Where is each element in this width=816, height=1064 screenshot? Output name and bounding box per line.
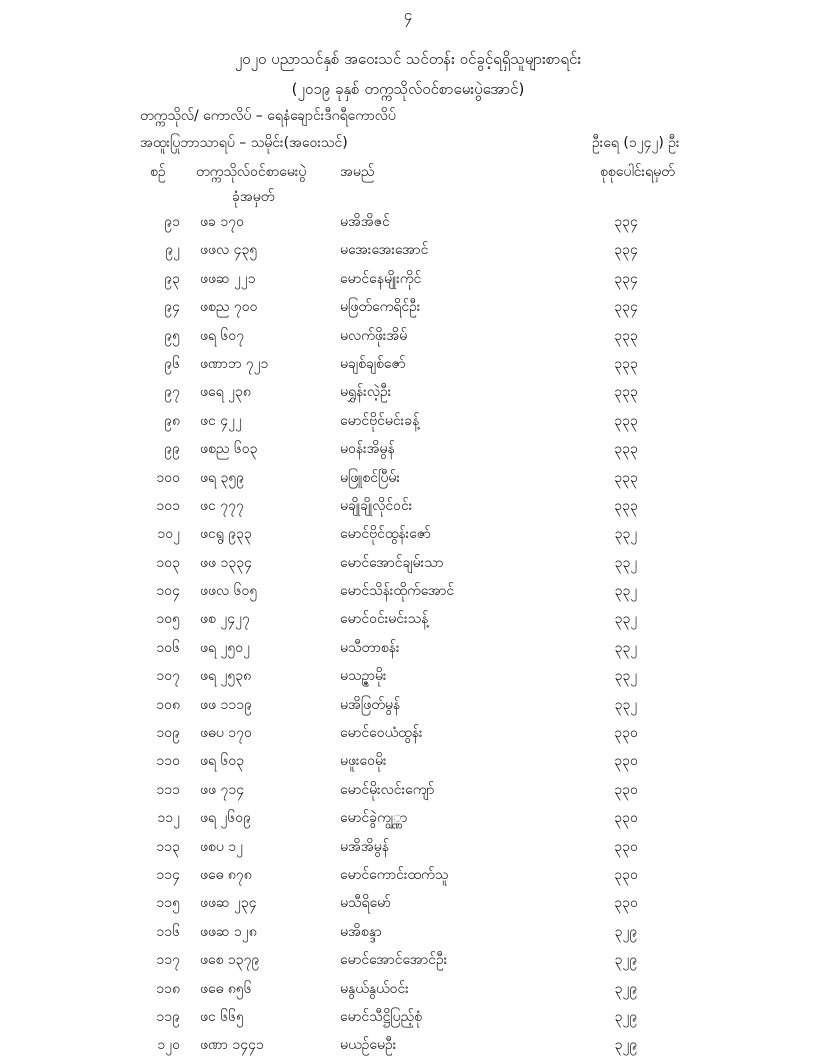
total-mark: ၃၃၃	[614, 469, 638, 486]
row-number: ၁၁၄	[156, 866, 180, 883]
student-name: မောင်ဝေယံထွန်း	[340, 725, 423, 742]
roll-number: ဖရ ၆၀၇	[200, 327, 245, 344]
table-row	[0, 751, 816, 779]
student-name: မသဉ္ဇာမိုး	[340, 668, 387, 685]
table-row	[0, 837, 816, 865]
total-mark: ၃၃၀	[614, 725, 638, 742]
student-name: မအေးအေးအောင်	[340, 242, 429, 259]
column-header-no: စဉ်	[150, 164, 166, 180]
student-name: မယဉ်မေဦး	[340, 1037, 397, 1054]
total-mark: ၃၃၂	[614, 696, 638, 713]
student-name: မသီတာစန်း	[340, 639, 400, 656]
table-row	[0, 609, 816, 637]
table-row	[0, 382, 816, 410]
roll-number: ဖငရွ ၉၃၃	[200, 526, 252, 543]
roll-number: ဖစည ၇၀၀	[200, 299, 258, 316]
total-mark: ၃၃၂	[614, 554, 638, 571]
total-mark: ၃၃၄	[614, 214, 638, 230]
table-row	[0, 524, 816, 552]
total-mark: ၃၃၃	[614, 412, 638, 429]
total-mark: ၃၃၃	[614, 497, 638, 514]
table-row	[0, 808, 816, 836]
row-number: ၁၁၂	[157, 810, 180, 827]
student-name: မချစ်ချစ်ဇော်	[340, 355, 406, 372]
row-number: ၁၁၃	[156, 838, 180, 855]
table-row	[0, 553, 816, 581]
row-number: ၁၁၉	[156, 1008, 180, 1025]
table-row	[0, 240, 816, 268]
row-number: ၉၈	[164, 412, 180, 429]
student-name: မောင်သီဋ္ဌိပြည့်စုံ	[340, 1008, 423, 1025]
student-name: မဖူးဝေမိုး	[340, 753, 387, 770]
table-row	[0, 780, 816, 808]
student-name: မောင်ဝင်းမင်းသန့်	[340, 611, 429, 628]
student-name: မဖြူစင်ပြီမ်း	[340, 469, 400, 486]
roll-number: ဖဖ ၁၁၁၉	[200, 696, 252, 713]
total-mark: ၃၃၂	[614, 668, 638, 685]
student-count: ဦးရေ (၁၂၄၂) ဦး	[592, 135, 680, 151]
student-name: မောင်ဗိုင်မင်းခန့်	[340, 412, 420, 429]
total-mark: ၃၃၃	[614, 355, 638, 372]
total-mark: ၃၂၉	[614, 952, 638, 969]
table-row	[0, 666, 816, 694]
roll-number: ဖဖလ ၄၃၅	[200, 242, 258, 259]
table-row	[0, 865, 816, 893]
roll-number: ဖစည ၆၀၃	[200, 441, 258, 458]
row-number: ၁၀၂	[157, 526, 180, 543]
row-number: ၉၃	[164, 270, 180, 287]
roll-number: ဖဖလ ၆၀၅	[200, 583, 258, 600]
student-name: မလက်ဖိုးအိမ်	[340, 327, 408, 344]
student-name: မသီရိမော်	[340, 895, 391, 912]
roll-number: ဖင ၄၂၂	[200, 412, 242, 429]
total-mark: ၃၃၃	[614, 384, 638, 401]
student-name: မအိဖြတ်မွန်	[340, 696, 401, 713]
table-row	[0, 411, 816, 439]
column-header-mark: စုစုပေါင်းရမှတ်	[600, 164, 675, 180]
student-name: မောင်ကောင်းထက်သူ	[340, 866, 449, 883]
total-mark: ၃၃၀	[614, 810, 638, 827]
student-name: မောင်အောင်ချမ်းသာ	[340, 554, 444, 571]
roll-number: ဖဖ ၇၁၄	[200, 781, 245, 798]
row-number: ၉၇	[164, 384, 180, 401]
row-number: ၉၅	[164, 327, 180, 344]
total-mark: ၃၃၂	[614, 611, 638, 628]
roll-number: ဖဓေ ၈၇၈	[200, 866, 252, 883]
roll-number: ဖခ ၁၇၀	[200, 214, 244, 230]
document-subtitle: (၂၀၁၉ ခုနှစ် တက္ကသိုလ်ဝင်စာမေးပွဲအောင်)	[291, 80, 525, 98]
roll-number: ဖဖဆ ၁၂၈	[200, 923, 257, 940]
column-header-roll: တက္ကသိုလ်ဝင်စာမေးပွဲ	[196, 164, 307, 180]
roll-number: ဖရေ ၂၃၈	[200, 384, 251, 401]
document-title: ၂၀၂၀ ပညာသင်နှစ် အဝေးသင် သင်တန်း ဝင်ခွင့်ရရှိသူများစာရင်း	[234, 50, 582, 68]
row-number: ၁၁၇	[156, 952, 180, 969]
table-row	[0, 893, 816, 921]
student-name: မဖြတ်ကေရိင်ဦး	[340, 299, 421, 316]
total-mark: ၃၃၄	[614, 242, 638, 259]
student-name: မောင်မိုးလင်းကျော်	[340, 781, 435, 798]
column-header-name: အမည်	[340, 164, 375, 180]
table-row	[0, 1035, 816, 1063]
total-mark: ၃၃၂	[614, 526, 638, 543]
row-number: ၁၀၉	[156, 725, 180, 742]
roll-number: ဖဏာဘ ၇၂၁	[200, 355, 269, 372]
row-number: ၁၁၆	[156, 923, 180, 940]
total-mark: ၃၃၀	[614, 753, 638, 770]
student-name: မောင်ဗိုင်ထွန်းဇော်	[340, 526, 431, 543]
student-name: မအိအိမွန်	[340, 838, 389, 855]
table-row	[0, 979, 816, 1007]
row-number: ၁၀၁	[156, 497, 180, 514]
table-row	[0, 496, 816, 524]
row-number: ၁၀၄	[156, 583, 180, 600]
roll-number: ဖစေ ၁၃၇၉	[200, 952, 260, 969]
student-name: မအိစန္ဒာ	[340, 923, 382, 940]
roll-number: ဖဖ ၁၃၃၄	[200, 554, 252, 571]
table-row	[0, 638, 816, 666]
page-number: ၄	[403, 6, 413, 24]
roll-number: ဖရ ၆၀၃	[200, 753, 245, 770]
row-number: ၁၁၅	[156, 895, 180, 912]
row-number: ၁၀၀	[156, 469, 180, 486]
total-mark: ၃၃၀	[614, 895, 638, 912]
subject-label: အထူးပြုဘာသာရပ် – သမိုင်း(အဝေးသင်)	[140, 135, 348, 151]
table-row	[0, 439, 816, 467]
total-mark: ၃၂၉	[614, 980, 638, 997]
total-mark: ၃၂၉	[614, 1037, 638, 1054]
roll-number: ဖဓပ ၁၇၀	[200, 725, 252, 742]
total-mark: ၃၃၄	[614, 270, 638, 287]
student-name: မအိအိဇင်	[340, 214, 390, 230]
student-name: မရွှန်းလဲ့ဦး	[340, 384, 392, 401]
row-number: ၁၀၅	[156, 611, 180, 628]
table-row	[0, 326, 816, 354]
row-number: ၉၁	[164, 214, 180, 230]
roll-number: ဖဏာ ၁၄၄၁	[200, 1037, 264, 1054]
total-mark: ၃၃၀	[614, 866, 638, 883]
row-number: ၉၆	[164, 355, 180, 372]
student-name: မနွယ်နွယ်ဝင်း	[340, 980, 409, 997]
row-number: ၉၉	[164, 441, 180, 458]
roll-number: ဖရ ၂၅၃၈	[200, 668, 252, 685]
roll-number: ဖရ ၂၅၀၂	[200, 639, 250, 656]
roll-number: ဖရ ၃၅၉	[200, 469, 245, 486]
table-row	[0, 212, 816, 240]
table-row	[0, 950, 816, 978]
row-number: ၁၀၃	[156, 554, 180, 571]
total-mark: ၃၃၂	[614, 583, 638, 600]
roll-number: ဖဓေ ၈၅၆	[200, 980, 252, 997]
row-number: ၁၀၇	[156, 668, 180, 685]
table-row	[0, 468, 816, 496]
total-mark: ၃၃၂	[614, 639, 638, 656]
total-mark: ၃၂၉	[614, 923, 638, 940]
roll-number: ဖင ၇၇၇	[200, 497, 244, 514]
table-row	[0, 354, 816, 382]
table-row	[0, 695, 816, 723]
row-number: ၁၁၈	[156, 980, 180, 997]
table-row	[0, 1007, 816, 1035]
row-number: ၉၄	[164, 299, 180, 316]
total-mark: ၃၂၉	[614, 1008, 638, 1025]
row-number: ၁၁၁	[156, 781, 180, 798]
row-number: ၁၂၀	[157, 1037, 180, 1054]
roll-number: ဖရ ၂၆၀၉	[200, 810, 251, 827]
roll-number: ဖစ ၂၄၂၇	[200, 611, 250, 628]
table-row	[0, 581, 816, 609]
roll-number: ဖဖဆ ၂၂၁	[200, 270, 256, 287]
student-name: မချိုချိုလိုင်ဝင်း	[340, 497, 413, 514]
total-mark: ၃၃၃	[614, 441, 638, 458]
table-row	[0, 269, 816, 297]
total-mark: ၃၃၀	[614, 838, 638, 855]
university-label: တက္ကသိုလ်/ ကောလိပ် – ရေနံချောင်းဒီဂရီကောလိပ်	[140, 108, 396, 124]
student-name: မောင်အောင်အောင်ဦး	[340, 952, 448, 969]
table-row	[0, 723, 816, 751]
total-mark: ၃၃၀	[614, 781, 638, 798]
total-mark: ၃၃၃	[614, 327, 638, 344]
student-name: မောင်ခွဲကျွ္ဏာ	[340, 810, 408, 827]
column-header-roll-line2: ခုံအမှတ်	[232, 189, 275, 205]
student-name: မောင်နေမျိုးကိုင်	[340, 270, 422, 287]
row-number: ၁၀၈	[156, 696, 180, 713]
row-number: ၉၂	[165, 242, 180, 259]
table-row	[0, 922, 816, 950]
row-number: ၁၁၀	[156, 753, 180, 770]
table-row	[0, 297, 816, 325]
student-list	[0, 212, 816, 1064]
roll-number: ဖင ၆၆၅	[200, 1008, 244, 1025]
row-number: ၁၀၆	[156, 639, 180, 656]
total-mark: ၃၃၄	[614, 299, 638, 316]
student-name: မောင်သိန်းထိုက်အောင်	[340, 583, 455, 600]
roll-number: ဖစပ ၁၂	[200, 838, 244, 855]
student-name: မဝန်းအိမွန်	[340, 441, 395, 458]
roll-number: ဖဖဆ ၂၃၄	[200, 895, 257, 912]
